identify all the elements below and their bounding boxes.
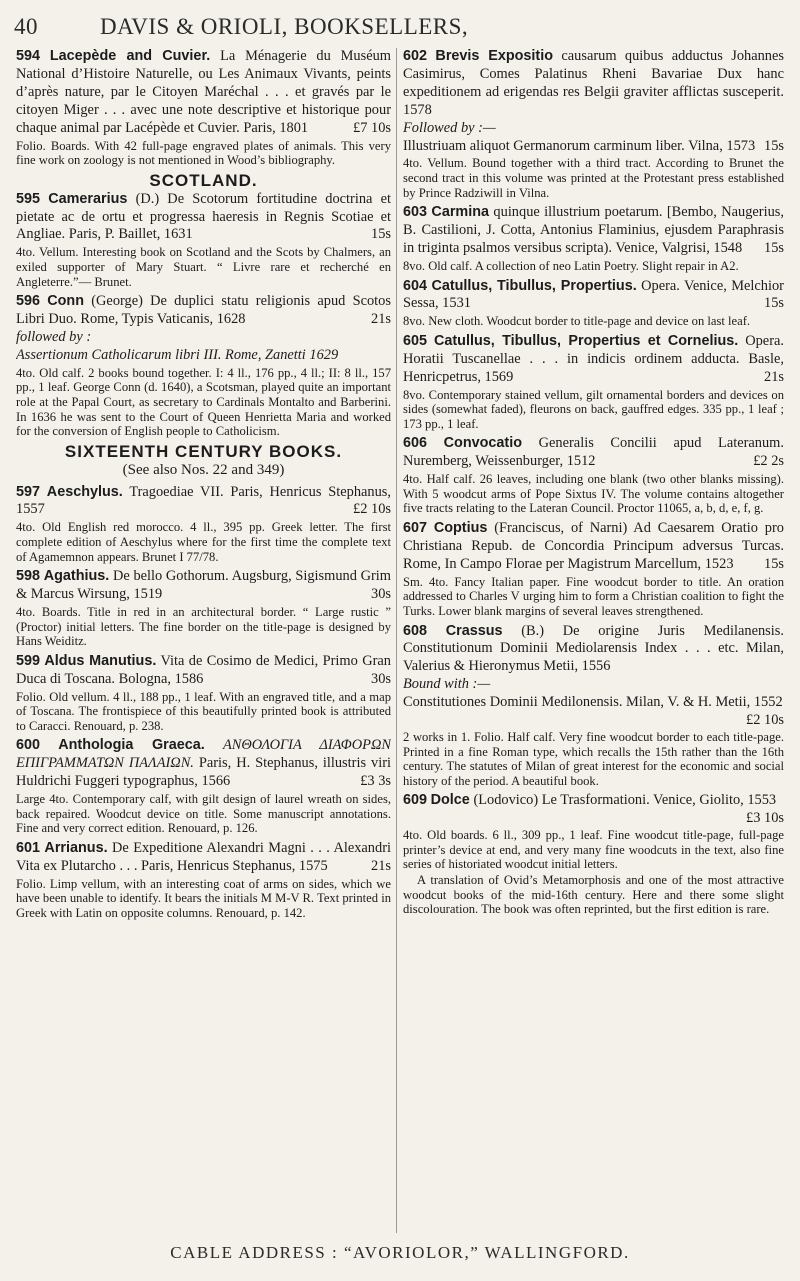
entry-title: (D.) De Scotorum fortitudine doctrina et pietate ac de ortu et progressa haeresis in Regnis Scotiae et Angliae. Paris, P. Baillet, 1631: [16, 190, 391, 243]
entry-number: 599: [16, 652, 41, 669]
entry-number: 595: [16, 190, 41, 207]
entry-sub-title: Illustriuam aliquot Germanorum carminum liber. Vilna, 1573: [403, 137, 756, 154]
entry-author: Catullus, Tibullus, Propertius et Cornelius.: [433, 332, 739, 349]
entry-price: £2 10s: [746, 712, 784, 729]
entry-number: 601: [16, 839, 41, 856]
entry-number: 606: [403, 435, 428, 452]
entry-note: Folio. Boards. With 42 full-page engraved plates of animals. This very fine work on zoology is not mentioned in Wood’s bibliography.: [16, 138, 391, 168]
entry-number: 600: [16, 737, 41, 754]
entry-sub-title: Assertionum Catholicarum libri III. Rome, Zanetti 1629: [16, 346, 339, 363]
entry-note: 8vo. Old calf. A collection of neo Latin Poetry. Slight repair in A2.: [403, 258, 739, 273]
page-header: [0, 10, 800, 44]
entry-note: 4to. Boards. Title in red in an architectural border. “ Large rustic ” (Proctor) initial letters. The fine border on the title-page is designed by Hans Weiditz.: [16, 604, 391, 649]
entry-title: (Lodovico) Le Trasformationi. Venice, Giolito, 1553: [473, 792, 777, 809]
page-footer: CABLE ADDRESS : “AVORIOLOR,” WALLINGFORD.: [170, 1243, 630, 1262]
entry-author: Crassus: [445, 622, 503, 639]
entry-sub-title: Constitutiones Dominii Medilonensis. Milan, V. & H. Metii, 1552: [403, 694, 783, 711]
entry-note: Folio. Limp vellum, with an interesting coat of arms on sides, which we have been unable to identify. It bears the initials M M-V R. Text printed in Greek with Latin on opposite columns. Renouard, p. 142.: [16, 876, 391, 920]
entry-price: 15s: [371, 226, 391, 243]
entry-author: Conn: [47, 293, 85, 310]
entry-note: 4to. Vellum. Bound together with a third tract. According to Brunet the second tract in this volume was printed at the Protestant press established by Prince Radziwill in Vilna.: [403, 156, 784, 200]
entry-price: 21s: [371, 311, 391, 328]
entry-author: Arrianus.: [44, 839, 108, 856]
entry-title: La Ménagerie du Muséum National d’Histoire Naturelle, ou Les Animaux Vivants, peints d’après nature, par le Citoyen Maréchal . . . et gravés par le citoyen Miger . . . avec une note descriptive et historique pour chaque animal par Lacépède et Cuvier. Paris, 1801: [16, 48, 391, 136]
entry-title: De Expeditione Alexandri Magni . . . Alexandri Vita ex Plutarcho . . . Paris, Henricus Stephanus, 1575: [16, 839, 391, 874]
entry-author: Dolce: [430, 792, 470, 809]
entry-price: 30s: [371, 670, 391, 687]
catalog-entry: [16, 293, 391, 439]
entry-price: 15s: [764, 295, 784, 312]
entry-number: 603: [403, 204, 428, 221]
entry-number: 605: [403, 332, 428, 349]
entry-author: Brevis Expositio: [435, 48, 553, 64]
entry-author: Catullus, Tibullus, Propertius.: [431, 277, 637, 294]
entry-price: 21s: [371, 857, 391, 874]
entry-price: £2 10s: [353, 501, 391, 518]
page-header-title: DAVIS & ORIOLI, BOOKSELLERS,: [100, 14, 469, 39]
section-heading-scotland: SCOTLAND.: [149, 170, 258, 190]
entry-note-continued: A translation of Ovid’s Metamorphosis and one of the most attractive woodcut books of the mid-16th century. Here and there some slight discolouration. The book was often reprinted, but the first edition is rare.: [403, 872, 784, 917]
catalog-entry: [403, 333, 784, 432]
catalog-entry: [403, 520, 784, 619]
entry-price: £3 3s: [360, 773, 391, 790]
entry-author: Aldus Manutius.: [44, 652, 157, 669]
entry-note: 8vo. New cloth. Woodcut border to title-page and device on last leaf.: [403, 314, 751, 329]
entry-author: Agathius.: [43, 568, 110, 585]
entry-number: 607: [403, 520, 428, 537]
entry-title: De bello Gothorum. Augsburg, Sigismund Grim & Marcus Wirsung, 1519: [16, 568, 391, 603]
column-divider: [396, 48, 397, 1233]
entry-number: 602: [403, 48, 428, 64]
entry-author: Coptius: [433, 520, 488, 537]
entry-title: Tragoediae VII. Paris, Henricus Stephanus, 1557: [16, 483, 391, 518]
entry-number: 604: [403, 277, 428, 294]
entry-title: (Franciscus, of Narni) Ad Caesarem Oratio pro Christiana Repub. de Concordia Principum adversus Turcas. Rome, In Campo Florae per Magistrum Marcellum, 1523: [403, 520, 784, 572]
catalog-entry: [16, 191, 391, 290]
entry-note: 8vo. Contemporary stained vellum, gilt ornamental borders and devices on sides (somewhat faded), fleurons on back, gauffred edges. 335 pp., 1 leaf ; 173 pp., 1 leaf.: [403, 387, 784, 431]
entry-author: Aeschylus.: [46, 483, 123, 500]
entry-title: quinque illustrium poetarum. [Bembo, Naugerius, B. Castilioni, J. Cotta, Antonius Flaminius, ejusdem Paraphrasis in triginta psalmos versibus scripta). Venice, Valgrisi, 1548: [403, 204, 784, 257]
entry-number: 609: [403, 792, 428, 809]
entry-note: Large 4to. Contemporary calf, with gilt design of laurel wreath on sides, back repaired. Woodcut device on title. Some manuscript annotations. Fine and very correct edition. Renouard, p. 126.: [16, 792, 391, 836]
entry-note: 4to. Old English red morocco. 4 ll., 395 pp. Greek letter. The first complete edition of Aeschylus where for the first time the complete text of Agamemnon appears. Brunet I 77/78.: [16, 520, 391, 564]
catalog-entry: [403, 435, 784, 516]
left-column: [16, 48, 391, 1233]
entry-number: 608: [403, 622, 428, 639]
catalog-entry: [16, 568, 391, 649]
entry-sub-intro: Followed by :—: [403, 119, 496, 136]
catalog-entry: [16, 484, 391, 565]
catalog-entry: [403, 204, 784, 273]
catalog-entry: [403, 792, 784, 916]
entry-greek-title: ΑΝΘΟΛΟΓΙΑ ΔΙΑΦΟΡΩΝ ΕΠΙΓΡΑΜΜΑΤΩΝ ΠΑΛΑΙΩΝ.: [16, 737, 391, 772]
entry-author: Anthologia Graeca.: [58, 737, 205, 754]
entry-title: Opera. Venice, Melchior Sessa, 1531: [403, 277, 784, 312]
entry-sub-intro: followed by :: [16, 328, 92, 345]
entry-price: 30s: [371, 586, 391, 603]
entry-price: £3 10s: [746, 810, 784, 827]
entry-note: 4to. Old boards. 6 ll., 309 pp., 1 leaf. Fine woodcut title-page, full-page printer’s device at end, and very many fine woodcuts in the text, also fine series of historiated woodcut initial letters.: [403, 828, 784, 872]
entry-price: 15s: [764, 137, 784, 154]
catalog-entry: [403, 623, 784, 789]
entry-note: Sm. 4to. Fancy Italian paper. Fine woodcut border to title. An oration addressed to Charles V urging him to form a Christian coalition to fight the Turks. Lower blank margins of several leaves strengthened.: [403, 574, 784, 618]
entry-price: 15s: [764, 240, 784, 257]
entry-number: 594: [16, 48, 41, 64]
entry-title: Generalis Concilii apud Lateranum. Nuremberg, Weissenburger, 1512: [403, 435, 784, 470]
page-number: 40: [14, 14, 38, 39]
entry-price: 15s: [764, 555, 784, 572]
catalog-entry: [16, 48, 391, 168]
catalog-entry: [16, 737, 391, 836]
entry-number: 596: [16, 293, 41, 310]
entry-note: 4to. Half calf. 26 leaves, including one blank (two other blanks missing). With 5 woodcut arms of Pope Sixtus IV. The volume contains altogether five tracts relating to the Lateran Council. Proctor 11065, a, b, d, e, f, g.: [403, 472, 784, 516]
entry-title: Vita de Cosimo de Medici, Primo Gran Duca di Toscana. Bologna, 1586: [16, 652, 391, 687]
entry-note: 2 works in 1. Folio. Half calf. Very fine woodcut border to each title-page. Printed in a fine Roman type, which recalls the 15th rather than the 16th century. The statutes of Milan of great interest for the economic and social history of the period. A beautiful book.: [403, 729, 784, 788]
catalog-entry: [16, 653, 391, 734]
entry-price: £2 2s: [753, 453, 784, 470]
entry-number: 597: [16, 483, 41, 500]
entry-note: 4to. Old calf. 2 books bound together. I: 4 ll., 176 pp., 4 ll.; II: 8 ll., 157 pp., 1 leaf. George Conn (d. 1640), a Scotsman, played quite an important role at the Papal Court, as secretary to Cardinals Montalto and Barberini. In 1636 he was sent to the Court of Queen Henrietta Maria and worked for the conversion of English people to Catholicism.: [16, 365, 391, 439]
entry-title: Opera. Horatii Tuscanellae . . . in indicis ordinem adducta. Basle, Henricpetrus, 1569: [403, 332, 784, 385]
entry-note: 4to. Vellum. Interesting book on Scotland and the Scots by Chalmers, an exiled supporter of Mary Stuart. “ Livre rare et recherché en Angleterre.”— Brunet.: [16, 245, 391, 289]
entry-number: 598: [16, 568, 41, 585]
entry-author: Lacepède and Cuvier.: [49, 48, 211, 64]
entry-title: Paris, H. Stephanus, illustris viri Huldrichi Fuggeri typographus, 1566: [16, 755, 391, 790]
right-column: [403, 48, 784, 1233]
entry-note: Folio. Old vellum. 4 ll., 188 pp., 1 leaf. With an engraved title, and a map of Toscana. The frontispiece of this beautifully printed book is attributed to Caracci. Renouard, p. 238.: [16, 689, 391, 733]
entry-title: (George) De duplici statu religionis apud Scotos Libri Duo. Rome, Typis Vaticanis, 1628: [16, 293, 391, 328]
entry-title: (B.) De origine Juris Medilanensis. Constitutionum Dominii Mediolarensis Index . . . etc. Milan, Valerius & Hieronymus Metii, 1556: [403, 622, 784, 675]
entry-author: Carmina: [431, 204, 490, 221]
section-heading-16th-century: SIXTEENTH CENTURY BOOKS.: [64, 441, 343, 461]
entry-title: causarum quibus adductus Johannes Casimirus, Comes Palatinus Rheni Bavariae Dux hanc expeditionem ad erigendas res Belgii graviter afflictas susceperit. 1578: [403, 48, 784, 118]
catalog-entry: [403, 278, 784, 329]
entry-price: £7 10s: [353, 119, 391, 136]
entry-sub-intro: Bound with :—: [403, 676, 491, 693]
entry-author: Convocatio: [443, 435, 523, 452]
section-heading-subtitle: (See also Nos. 22 and 349): [122, 461, 285, 478]
entry-price: 21s: [764, 368, 784, 385]
entry-author: Camerarius: [48, 190, 128, 207]
catalog-entry: [16, 840, 391, 921]
catalog-entry: [403, 48, 784, 200]
